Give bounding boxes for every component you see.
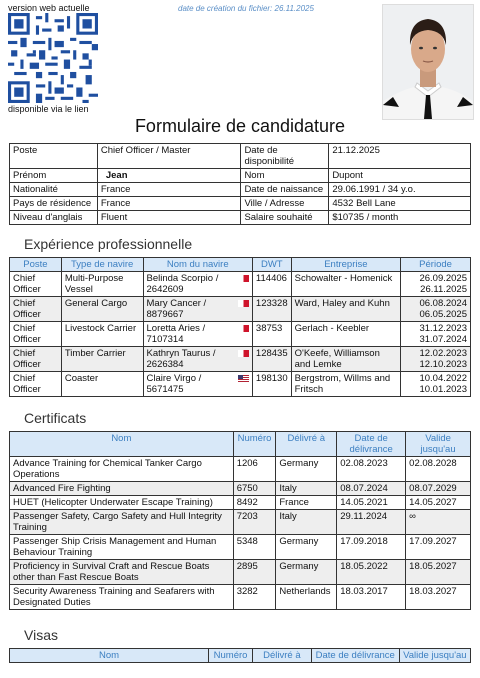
table-header-row (10, 649, 471, 663)
cell-poste: Chief Officer (10, 347, 62, 372)
cert-name: Advanced Fire Fighting (10, 482, 234, 496)
cert-issue-date: 02.08.2023 (337, 457, 406, 482)
column-header: Valide jusqu'au (399, 649, 470, 663)
cell-entreprise: Schowalter - Homenick (291, 272, 400, 297)
column-header: Nom (10, 649, 209, 663)
cert-name: HUET (Helicopter Underwater Escape Training) (10, 496, 234, 510)
cert-name: Security Awareness Training and Seafarers with Designated Duties (10, 585, 234, 610)
cert-name: Advance Training for Chemical Tanker Cargo Operations (10, 457, 234, 482)
cell-navire (143, 322, 252, 347)
qr-bottom-caption: disponible via le lien (8, 104, 89, 114)
cell-navire (143, 347, 252, 372)
cert-expiry: 08.07.2029 (406, 482, 471, 496)
info-label: Poste (10, 144, 98, 169)
malta-flag-icon (238, 350, 249, 357)
cell-entreprise: O'Keefe, Williamson and Lemke (291, 347, 400, 372)
cert-issuer: Italy (276, 510, 337, 535)
cell-dwt: 198130 (252, 372, 291, 397)
cell-type: Timber Carrier (61, 347, 143, 372)
table-header-row (10, 258, 471, 272)
malta-flag-icon (238, 325, 249, 332)
vessel-name: Loretta Aries / 7107314 (146, 323, 206, 345)
table-row (10, 197, 471, 211)
cell-entreprise: Ward, Haley and Kuhn (291, 297, 400, 322)
table-row (10, 183, 471, 197)
cell-dwt: 114406 (252, 272, 291, 297)
column-header: Entreprise (291, 258, 400, 272)
table-row (10, 457, 471, 482)
cert-number: 8492 (233, 496, 276, 510)
info-value: Dupont (329, 169, 471, 183)
cell-poste: Chief Officer (10, 322, 62, 347)
table-row (10, 322, 471, 347)
column-header: Numéro (209, 649, 253, 663)
cert-number: 5348 (233, 535, 276, 560)
cell-dwt: 38753 (252, 322, 291, 347)
info-value: Chief Officer / Master (97, 144, 241, 169)
table-row (10, 372, 471, 397)
cell-entreprise: Bergstrom, Willms and Fritsch (291, 372, 400, 397)
cert-number: 6750 (233, 482, 276, 496)
cert-expiry: 18.03.2027 (406, 585, 471, 610)
qr-top-caption: version web actuelle (8, 3, 90, 13)
column-header: Poste (10, 258, 62, 272)
cert-issue-date: 14.05.2021 (337, 496, 406, 510)
table-row (10, 169, 471, 183)
cert-number: 1206 (233, 457, 276, 482)
cell-entreprise: Gerlach - Keebler (291, 322, 400, 347)
cell-navire (143, 297, 252, 322)
info-value: 4532 Bell Lane (329, 197, 471, 211)
cert-number: 2895 (233, 560, 276, 585)
cell-periode: 26.09.2025 26.11.2025 (401, 272, 471, 297)
cell-navire (143, 272, 252, 297)
cert-expiry: 17.09.2027 (406, 535, 471, 560)
cert-name: Passenger Safety, Cargo Safety and Hull Integrity Training (10, 510, 234, 535)
cert-issuer: Italy (276, 482, 337, 496)
info-label: Nom (241, 169, 329, 183)
cell-periode: 12.02.2023 12.10.2023 (401, 347, 471, 372)
table-row (10, 585, 471, 610)
column-header: Type de navire (61, 258, 143, 272)
table-row (10, 560, 471, 585)
vessel-name: Kathryn Taurus / 2626384 (146, 348, 216, 370)
column-header: Délivré à (253, 649, 312, 663)
column-header: Date de délivrance (337, 432, 406, 457)
column-header: Délivré à (276, 432, 337, 457)
info-label: Date de disponibilité (241, 144, 329, 169)
cell-navire (143, 372, 252, 397)
visas-table (9, 648, 471, 663)
cert-number: 7203 (233, 510, 276, 535)
cell-dwt: 123328 (252, 297, 291, 322)
cert-issuer: France (276, 496, 337, 510)
cert-name: Proficiency in Survival Craft and Rescue Boats other than Fast Rescue Boats (10, 560, 234, 585)
table-row (10, 297, 471, 322)
experience-section-title: Expérience professionnelle (24, 236, 193, 252)
profile-photo (382, 4, 474, 120)
cell-periode: 06.08.2024 06.05.2025 (401, 297, 471, 322)
table-row (10, 510, 471, 535)
cert-issuer: Netherlands (276, 585, 337, 610)
info-value: 21.12.2025 (329, 144, 471, 169)
cert-issue-date: 17.09.2018 (337, 535, 406, 560)
table-row (10, 482, 471, 496)
table-row (10, 496, 471, 510)
certificates-section-title: Certificats (24, 410, 87, 426)
table-row (10, 535, 471, 560)
cert-number: 3282 (233, 585, 276, 610)
cert-issuer: Germany (276, 535, 337, 560)
cell-periode: 31.12.2023 31.07.2024 (401, 322, 471, 347)
cell-poste: Chief Officer (10, 372, 62, 397)
cell-type: Coaster (61, 372, 143, 397)
cert-expiry: 18.05.2027 (406, 560, 471, 585)
table-header-row (10, 432, 471, 457)
malta-flag-icon (238, 300, 249, 307)
info-value: France (97, 183, 241, 197)
cell-poste: Chief Officer (10, 272, 62, 297)
cell-type: Livestock Carrier (61, 322, 143, 347)
column-header: DWT (252, 258, 291, 272)
cell-dwt: 128435 (252, 347, 291, 372)
cert-expiry: ∞ (406, 510, 471, 535)
table-row (10, 272, 471, 297)
certificates-table (9, 431, 471, 610)
table-row (10, 144, 471, 169)
info-label: Date de naissance (241, 183, 329, 197)
cell-type: General Cargo (61, 297, 143, 322)
malta-flag-icon (238, 275, 249, 282)
info-value: 29.06.1991 / 34 y.o. (329, 183, 471, 197)
column-header: Valide jusqu'au (406, 432, 471, 457)
candidate-info-table (9, 143, 471, 225)
cert-issuer: Germany (276, 457, 337, 482)
column-header: Nom du navire (143, 258, 252, 272)
info-value: France (97, 197, 241, 211)
cert-name: Passenger Ship Crisis Management and Human Behaviour Training (10, 535, 234, 560)
visas-section-title: Visas (24, 627, 58, 643)
info-label: Pays de résidence (10, 197, 98, 211)
table-row (10, 211, 471, 225)
info-label: Salaire souhaité (241, 211, 329, 225)
experience-table (9, 257, 471, 397)
qr-code[interactable] (8, 13, 98, 103)
vessel-name: Mary Cancer / 8879667 (146, 298, 207, 320)
vessel-name: Belinda Scorpio / 2642609 (146, 273, 219, 295)
us-flag-icon (238, 375, 249, 382)
cell-type: Multi-Purpose Vessel (61, 272, 143, 297)
page-title: Formulaire de candidature (134, 116, 346, 136)
column-header: Période (401, 258, 471, 272)
cert-issuer: Germany (276, 560, 337, 585)
cert-expiry: 02.08.2028 (406, 457, 471, 482)
cert-issue-date: 29.11.2024 (337, 510, 406, 535)
creation-date: date de création du fichier: 26.11.2025 (178, 4, 314, 13)
cell-poste: Chief Officer (10, 297, 62, 322)
column-header: Numéro (233, 432, 276, 457)
cert-issue-date: 08.07.2024 (337, 482, 406, 496)
cell-periode: 10.04.2022 10.01.2023 (401, 372, 471, 397)
info-label: Prénom (10, 169, 98, 183)
column-header: Nom (10, 432, 234, 457)
info-value: $10735 / month (329, 211, 471, 225)
info-label: Nationalité (10, 183, 98, 197)
column-header: Date de délivrance (311, 649, 399, 663)
vessel-name: Claire Virgo / 5671475 (146, 373, 202, 395)
info-value: Jean (97, 169, 241, 183)
info-label: Ville / Adresse (241, 197, 329, 211)
cert-issue-date: 18.03.2017 (337, 585, 406, 610)
table-row (10, 347, 471, 372)
info-value: Fluent (97, 211, 241, 225)
cert-expiry: 14.05.2027 (406, 496, 471, 510)
cert-issue-date: 18.05.2022 (337, 560, 406, 585)
info-label: Niveau d'anglais (10, 211, 98, 225)
